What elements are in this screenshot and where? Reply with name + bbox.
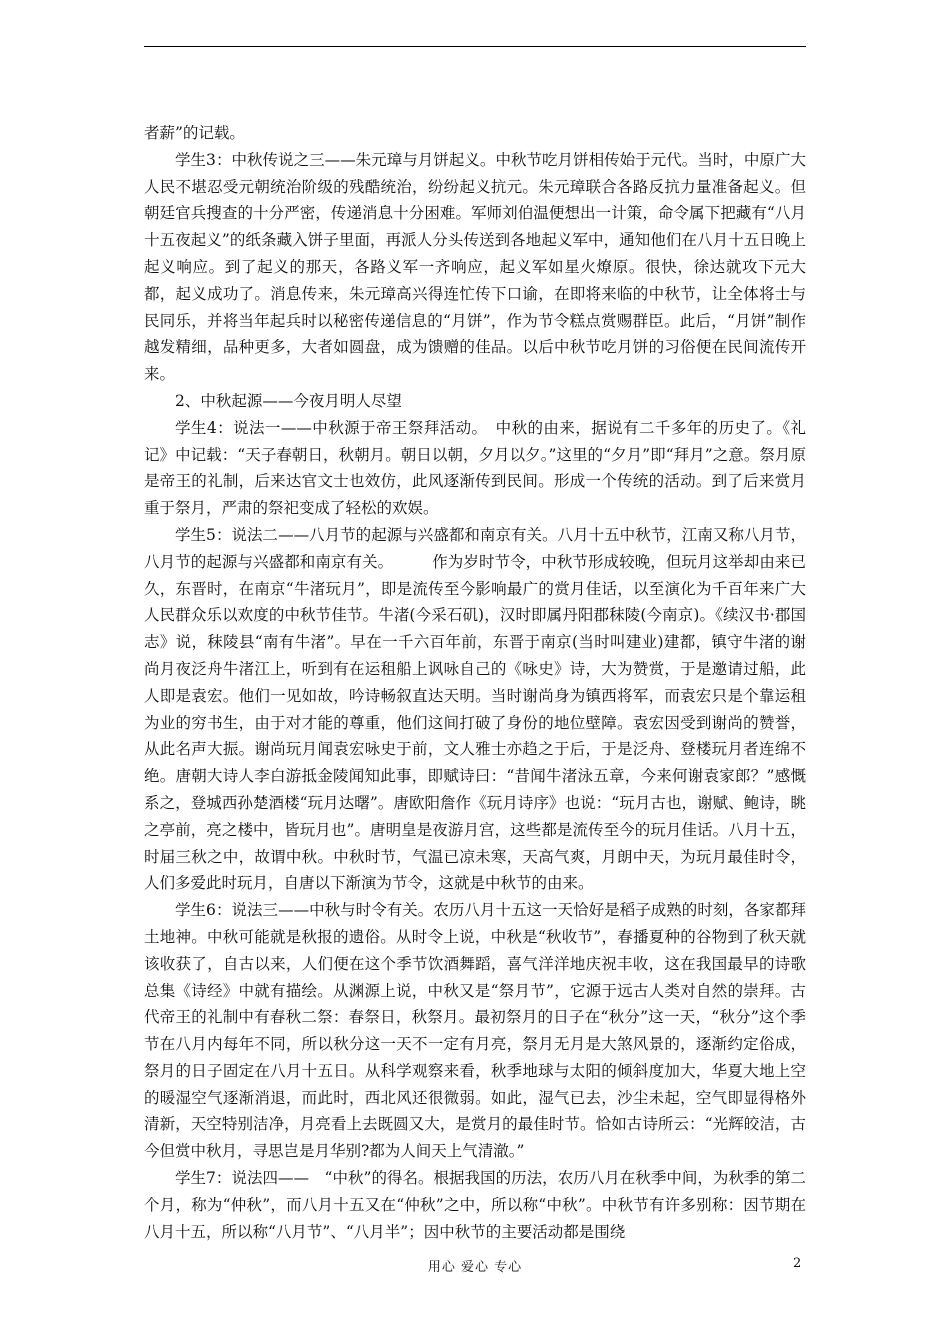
paragraph-continuation: 者薪”的记载。	[144, 124, 245, 142]
document-body	[144, 120, 806, 1245]
paragraph-student-7: 学生7：说法四—— “中秋”的得名。根据我国的历法，农历八月在秋季中间，为秋季的第二个月，称为“仲秋”，而八月十五又在“仲秋”之中，所以称“中秋”。中秋节有许多别称：因节期在八月十五，所以称“八月节”、“八月半”；因中秋节的主要活动都是围绕	[144, 1169, 806, 1241]
paragraph-student-6: 学生6：说法三——中秋与时令有关。农历八月十五这一天恰好是稻子成熟的时刻，各家都拜土地神。中秋可能就是秋报的遗俗。从时令上说，中秋是“秋收节”，春播夏种的谷物到了秋天就该收获了，自古以来，人们便在这个季节饮酒舞蹈，喜气洋洋地庆祝丰收，这在我国最早的诗歌总集《诗经》中就有描绘。从渊源上说，中秋又是“祭月节”，它源于远古人类对自然的崇拜。古代帝王的礼制中有春秋二祭：春祭日，秋祭月。最初祭月的日子在“秋分”这一天，“秋分”这个季节在八月内每年不同，所以秋分这一天不一定有月亮，祭月无月是大煞风景的，逐渐约定俗成，祭月的日子固定在八月十五日。从科学观察来看，秋季地球与太阳的倾斜度加大，华夏大地上空的暖湿空气逐渐消退，而此时，西北风还很微弱。如此，湿气已去，沙尘未起，空气即显得格外清新，天空特别洁净，月亮看上去既圆又大，是赏月的最佳时节。恰如古诗所云：“光辉皎洁，古今但赏中秋月，寻思岂是月华别?都为人间天上气清澈。”	[144, 901, 806, 1161]
paragraph-student-5: 学生5：说法二——八月节的起源与兴盛都和南京有关。八月十五中秋节，江南又称八月节，八月节的起源与兴盛都和南京有关。 作为岁时节令，中秋节形成较晚，但玩月这举却由来已久，东晋时，在南京“牛渚玩月”，即是流传至今影响最广的赏月佳话，以至演化为千百年来广大人民群众乐以欢度的中秋节佳节。牛渚(今采石矶)，汉时即属丹阳郡秣陵(今南京)。《续汉书·郡国志》说，秣陵县“南有牛渚”。早在一千六百年前，东晋于南京(当时叫建业)建都，镇守牛渚的谢尚月夜泛舟牛渚江上，听到有在运租船上讽咏自己的《咏史》诗，大为赞赏，于是邀请过船，此人即是袁宏。他们一见如故，吟诗畅叙直达天明。当时谢尚身为镇西将军，而袁宏只是个靠运租为业的穷书生，由于对才能的尊重，他们这间打破了身份的地位壁障。袁宏因受到谢尚的赞誉，从此名声大振。谢尚玩月闻袁宏咏史于前，文人雅士亦趋之于后，于是泛舟、登楼玩月者连绵不绝。唐朝大诗人李白游抵金陵闻知此事，即赋诗曰：“昔闻牛渚泳五章，今来何谢袁家郎？”感慨系之，登城西孙楚酒楼“玩月达曙”。唐欧阳詹作《玩月诗序》也说：“玩月古也，谢赋、鲍诗，眺之亭前，亮之楼中，皆玩月也”。唐明皇是夜游月宫，这些都是流传至今的玩月佳话。八月十五，时届三秋之中，故谓中秋。中秋时节，气温已凉未寒，天高气爽，月朗中天，为玩月最佳时令，人们多爱此时玩月，自唐以下渐演为节令，这就是中秋节的由来。	[144, 525, 806, 893]
paragraph-student-3: 学生3：中秋传说之三——朱元璋与月饼起义。中秋节吃月饼相传始于元代。当时，中原广大人民不堪忍受元朝统治阶级的残酷统治，纷纷起义抗元。朱元璋联合各路反抗力量准备起义。但朝廷官兵搜查的十分严密，传递消息十分困难。军师刘伯温便想出一计策，命令属下把藏有“八月十五夜起义”的纸条藏入饼子里面，再派人分头传送到各地起义军中，通知他们在八月十五日晚上起义响应。到了起义的那天，各路义军一齐响应，起义军如星火燎原。很快，徐达就攻下元大都，起义成功了。消息传来，朱元璋高兴得连忙传下口谕，在即将来临的中秋节，让全体将士与民同乐，并将当年起兵时以秘密传递信息的“月饼”，作为节令糕点赏赐群臣。此后，“月饼”制作越发精细，品种更多，大者如圆盘，成为馈赠的佳品。以后中秋节吃月饼的习俗便在民间流传开来。	[144, 150, 806, 384]
section-heading: 2、中秋起源——今夜月明人尽望	[175, 391, 402, 410]
page-number: 2	[793, 1256, 802, 1271]
header-rule	[144, 46, 806, 47]
paragraph-student-4: 学生4：说法一——中秋源于帝王祭拜活动。 中秋的由来，据说有二千多年的历史了。《礼记》中记载：“天子春朝日，秋朝月。朝日以朝，夕月以夕。”这里的“夕月”即“拜月”之意。祭月原是帝王的礼制，后来达官文士也效仿，此风逐渐传到民间。形成一个传统的活动。到了后来赏月重于祭月，严肃的祭祀变成了轻松的欢娱。	[144, 418, 806, 518]
footer-motto: 用心 爱心 专心	[427, 1260, 523, 1275]
